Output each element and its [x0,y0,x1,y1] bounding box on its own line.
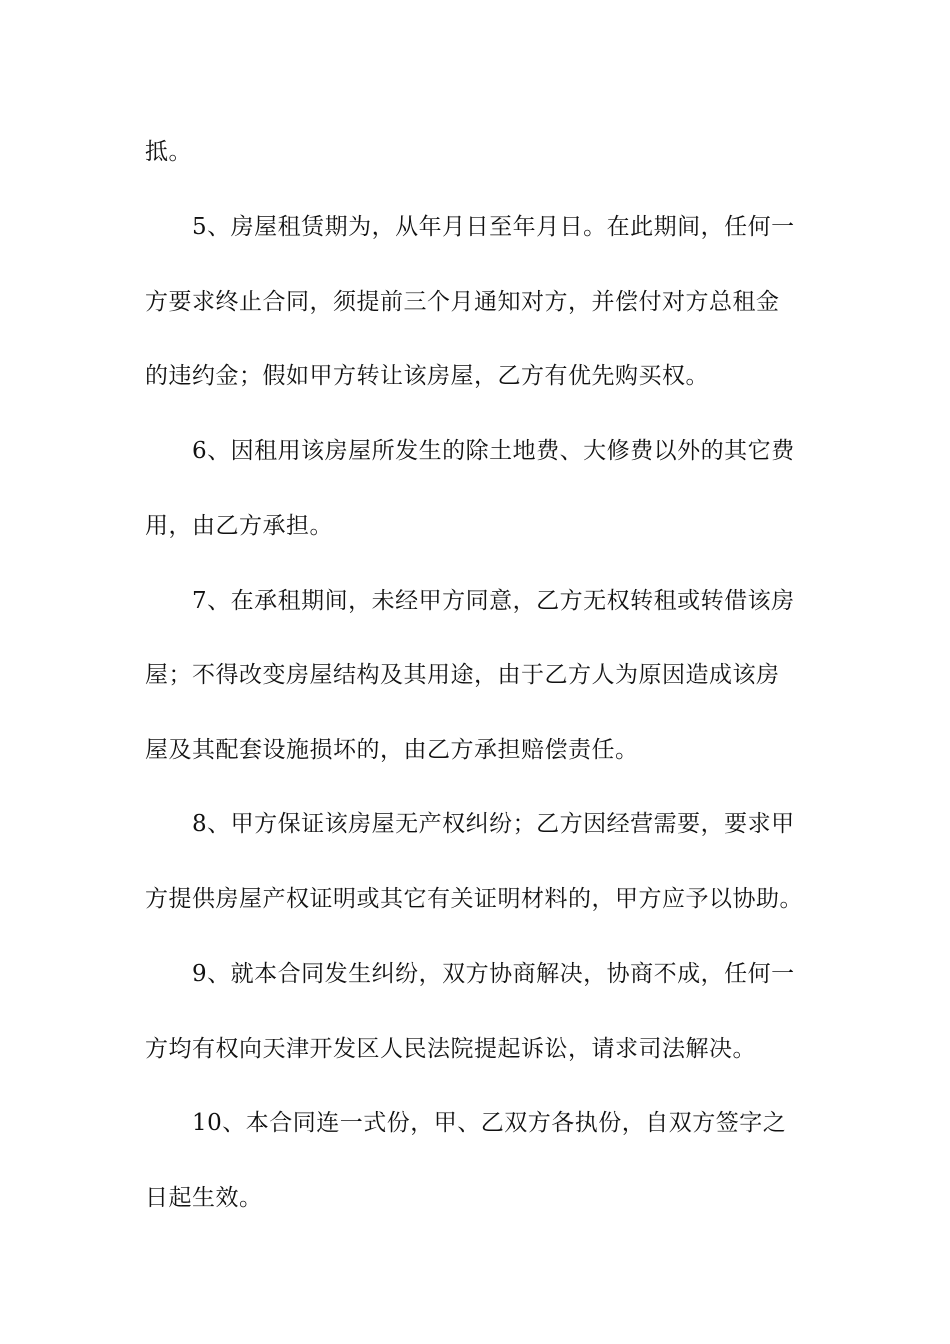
text-line: 屋；不得改变房屋结构及其用途，由于乙方人为原因造成该房 [145,662,780,688]
paragraph-6-line-1: 6、因租用该房屋所发生的除土地费、大修费以外的其它费 [192,438,795,464]
text-line: 屋及其配套设施损坏的，由乙方承担赔偿责任。 [145,737,639,763]
paragraph-9-line-1: 9、就本合同发生纠纷，双方协商解决，协商不成，任何一 [192,961,795,987]
text-line: 方提供房屋产权证明或其它有关证明材料的，甲方应予以协助。 [145,886,803,912]
paragraph-5-line-1: 5、房屋租赁期为，从年月日至年月日。在此期间，任何一 [192,214,795,240]
text-line: 方均有权向天津开发区人民法院提起诉讼，请求司法解决。 [145,1036,756,1062]
text-line: 的违约金；假如甲方转让该房屋，乙方有优先购买权。 [145,363,709,389]
text-line: 日起生效。 [145,1185,263,1211]
paragraph-10-line-1: 10、本合同连一式份，甲、乙双方各执份，自双方签字之 [192,1110,787,1136]
text-line: 用，由乙方承担。 [145,513,333,539]
paragraph-8-line-1: 8、甲方保证该房屋无产权纠纷；乙方因经营需要，要求甲 [192,811,795,837]
text-line: 方要求终止合同，须提前三个月通知对方，并偿付对方总租金 [145,289,780,315]
paragraph-7-line-1: 7、在承租期间，未经甲方同意，乙方无权转租或转借该房 [192,588,795,614]
text-line: 抵。 [145,139,192,165]
